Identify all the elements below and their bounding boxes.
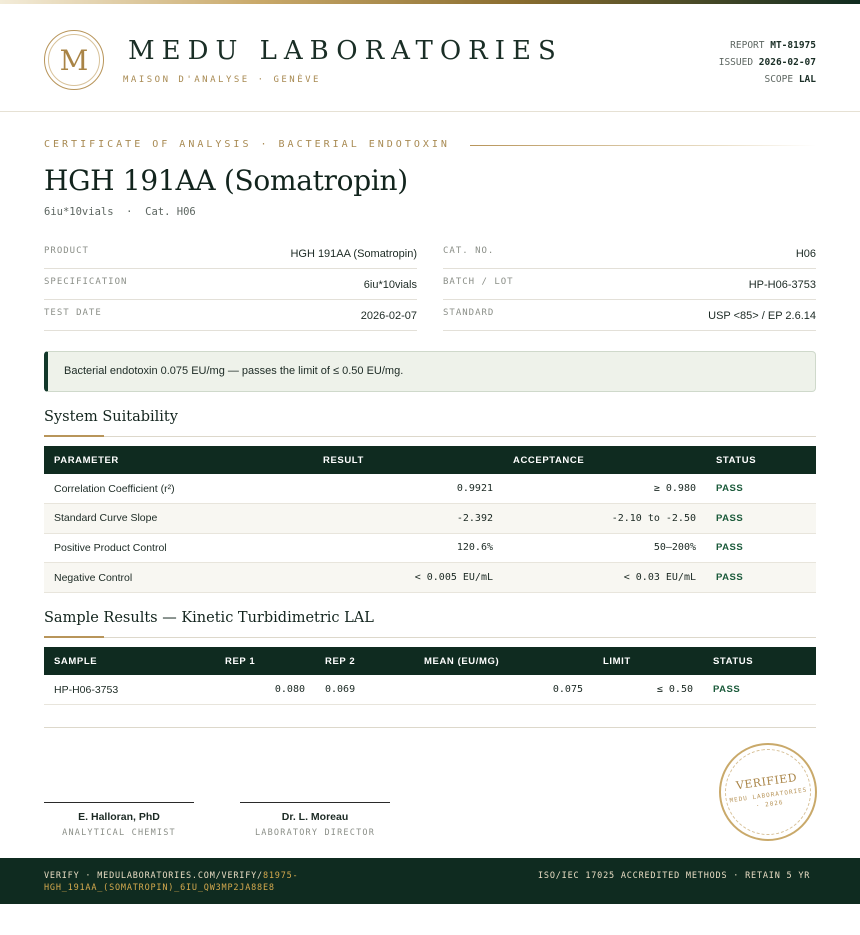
verified-seal [719, 743, 817, 841]
status-badge: PASS [706, 504, 816, 534]
section-rule [44, 637, 816, 638]
signatory-name: Dr. L. Moreau [281, 811, 349, 823]
section-rule [44, 436, 816, 437]
status-badge: PASS [706, 533, 816, 563]
result-notice-text: Bacterial endotoxin 0.075 EU/mg — passes the limit of ≤ 0.50 EU/mg. [64, 365, 404, 377]
column-header: LIMIT [593, 647, 703, 675]
report-meta [719, 37, 816, 88]
info-value: 2026-02-07 [360, 310, 417, 322]
seal-subtext: MEDU LABORATORIES · 2026 [729, 786, 808, 810]
result-cell: -2.392 [313, 504, 503, 534]
verify-text [44, 870, 344, 894]
info-row [443, 300, 816, 331]
accreditation-note: ISO/IEC 17025 ACCREDITED METHODS · RETAIN 5 YR [538, 871, 811, 881]
info-row [44, 238, 417, 269]
report-meta-row [719, 37, 816, 54]
table-row [44, 675, 816, 705]
info-grid-right [443, 238, 816, 331]
info-key: TEST DATE [44, 308, 102, 318]
suitability-table [44, 446, 816, 593]
info-key: BATCH / LOT [443, 277, 514, 287]
column-header: REP 2 [315, 647, 414, 675]
acceptance-cell: < 0.03 EU/mL [503, 563, 706, 593]
signature-block [240, 802, 390, 838]
info-key: SPECIFICATION [44, 277, 128, 287]
signature-line [44, 802, 194, 803]
status-badge: PASS [703, 675, 816, 705]
rep1-cell: 0.080 [215, 675, 315, 705]
table-row [44, 563, 816, 593]
table-row [44, 533, 816, 563]
logo-monogram: M [48, 34, 100, 86]
column-header: PARAMETER [44, 446, 313, 474]
status-badge: PASS [706, 563, 816, 593]
verify-prefix: VERIFY · MEDULABORATORIES.COM/VERIFY/ [44, 871, 263, 881]
column-header: ACCEPTANCE [503, 446, 706, 474]
brand-tagline: MAISON D'ANALYSE · GENÈVE [123, 75, 321, 85]
seal-word: VERIFIED [735, 770, 798, 793]
info-value: HGH 191AA (Somatropin) [290, 248, 417, 260]
samples-table [44, 647, 816, 705]
report-meta-row [719, 71, 816, 88]
info-row [443, 238, 816, 269]
status-badge: PASS [706, 474, 816, 504]
limit-cell: ≤ 0.50 [593, 675, 703, 705]
section-accent [44, 636, 104, 638]
parameter-cell: Correlation Coefficient (r²) [44, 474, 313, 504]
info-row [443, 269, 816, 300]
certificate-label: CERTIFICATE OF ANALYSIS · BACTERIAL ENDOTOXIN [44, 139, 450, 150]
rep2-cell: 0.069 [315, 675, 414, 705]
signatory-role: LABORATORY DIRECTOR [254, 828, 376, 838]
info-value: 6iu*10vials [363, 279, 417, 291]
meta-label: REPORT [730, 40, 765, 51]
parameter-cell: Standard Curve Slope [44, 504, 313, 534]
logo [44, 30, 104, 90]
column-header: REP 1 [215, 647, 315, 675]
parameter-cell: Negative Control [44, 563, 313, 593]
footer [0, 858, 860, 904]
signatory-name: E. Halloran, PhD [78, 811, 160, 823]
table-header-row [44, 446, 816, 474]
table-header-row [44, 647, 816, 675]
column-header: STATUS [703, 647, 816, 675]
page-subtitle: 6iu*10vials · Cat. H06 [44, 206, 196, 218]
sample-cell: HP-H06-3753 [44, 675, 215, 705]
info-row [44, 300, 417, 331]
info-key: CAT. NO. [443, 246, 495, 256]
signature-line [240, 802, 390, 803]
result-cell: 120.6% [313, 533, 503, 563]
acceptance-cell: -2.10 to -2.50 [503, 504, 706, 534]
info-value: USP <85> / EP 2.6.14 [708, 310, 816, 322]
mean-cell: 0.075 [414, 675, 593, 705]
header [0, 4, 860, 112]
signatory-role: ANALYTICAL CHEMIST [62, 828, 176, 838]
meta-label: SCOPE [764, 74, 794, 85]
section-title-samples: Sample Results — Kinetic Turbidimetric LAL [44, 610, 374, 626]
info-row [44, 269, 417, 300]
info-key: STANDARD [443, 308, 495, 318]
certificate-rule [470, 145, 816, 146]
page-title: HGH 191AA (Somatropin) [44, 164, 408, 197]
scope: LAL [798, 74, 816, 85]
info-value: HP-H06-3753 [748, 279, 816, 291]
issued-date: 2026-02-07 [758, 57, 816, 68]
result-notice [44, 351, 816, 392]
column-header: STATUS [706, 446, 816, 474]
verify-link[interactable]: 81975-HGH_191AA_(SOMATROPIN)_6IU_QW3MP2JA88E8 [44, 871, 299, 893]
signature-block [44, 802, 194, 838]
section-title-suitability: System Suitability [44, 409, 178, 425]
acceptance-cell: 50–200% [503, 533, 706, 563]
parameter-cell: Positive Product Control [44, 533, 313, 563]
section-accent [44, 435, 104, 437]
column-header: RESULT [313, 446, 503, 474]
meta-label: ISSUED [718, 57, 754, 68]
column-header: MEAN (EU/MG) [414, 647, 593, 675]
report-number: MT-81975 [770, 40, 816, 51]
brand-name: MEDU LABORATORIES [128, 36, 563, 66]
column-header: SAMPLE [44, 647, 215, 675]
info-grid-left [44, 238, 417, 331]
result-cell: 0.9921 [313, 474, 503, 504]
signature-divider [44, 727, 816, 728]
report-meta-row [719, 54, 816, 71]
info-key: PRODUCT [44, 246, 89, 256]
result-cell: < 0.005 EU/mL [313, 563, 503, 593]
table-row [44, 474, 816, 504]
info-value: H06 [795, 248, 816, 260]
seal-inner [719, 743, 816, 840]
acceptance-cell: ≥ 0.980 [503, 474, 706, 504]
table-row [44, 504, 816, 534]
